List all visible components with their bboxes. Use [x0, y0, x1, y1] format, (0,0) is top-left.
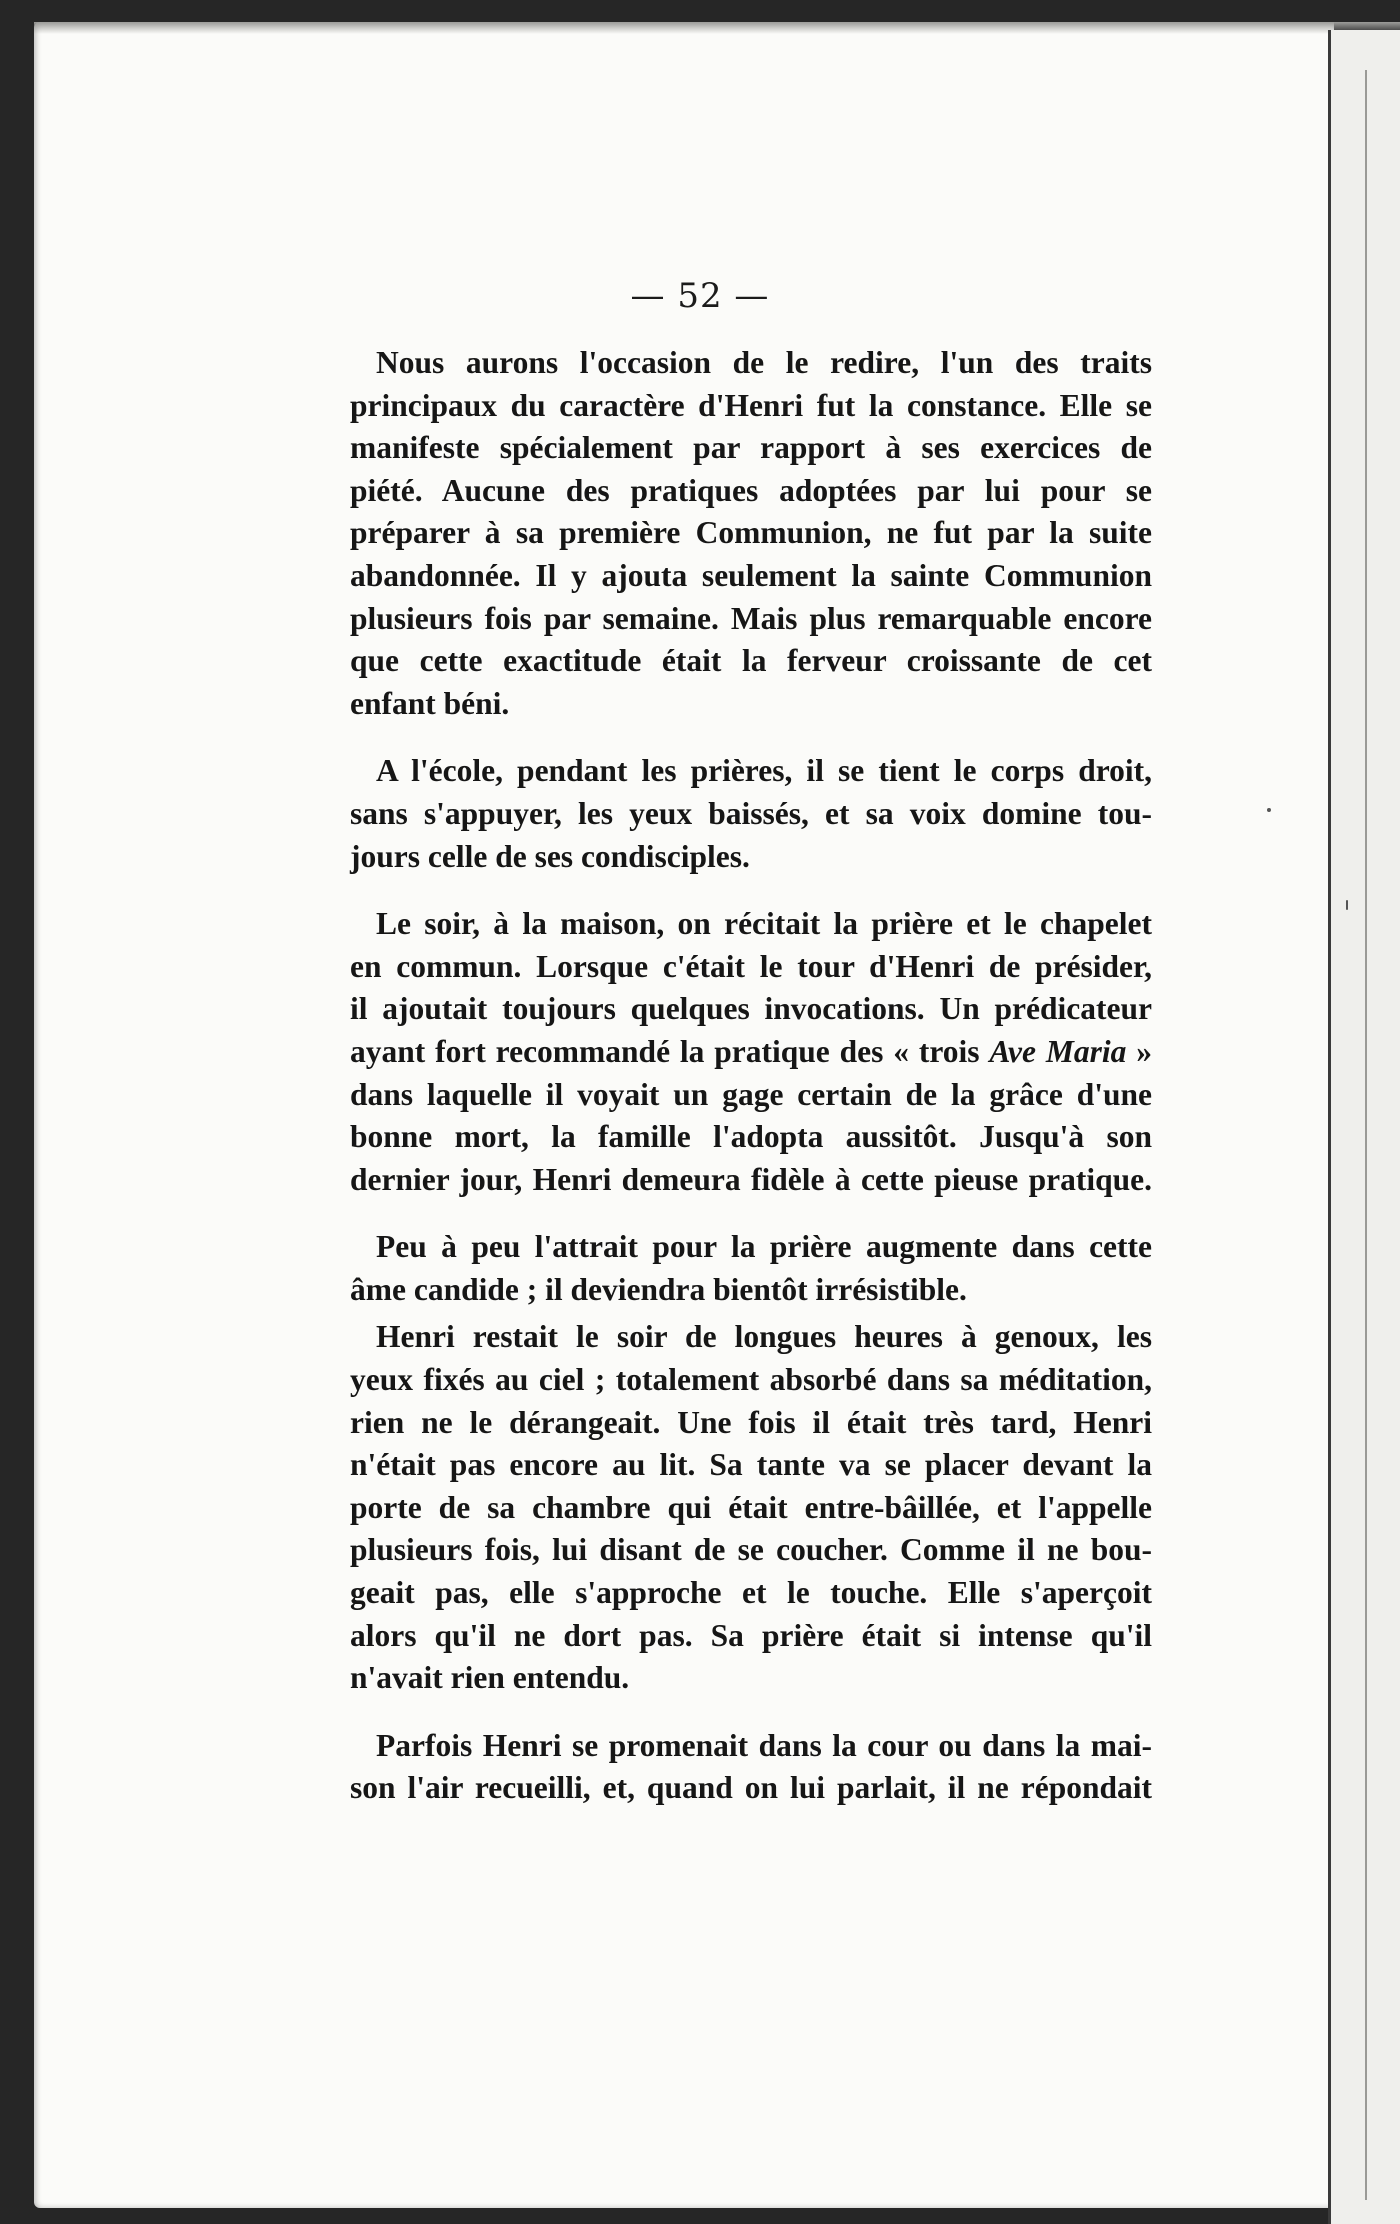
text-line: yeux fixés au ciel ; totalement absorbé dans sa méditation, [350, 1362, 1152, 1398]
text-line: dans laquelle il voyait un gage certain de la grâce d'une [350, 1076, 1152, 1112]
top-edge-shadow [34, 22, 1400, 34]
body-text [322, 342, 1152, 1810]
text-line: abandonnée. Il y ajouta seulement la sainte Communion [350, 557, 1152, 593]
paragraph-5 [322, 1316, 1152, 1699]
paragraph-2 [322, 750, 1152, 878]
text-line: geait pas, elle s'approche et le touche. Elle s'aperçoit [350, 1575, 1152, 1611]
text-fragment: » [1126, 1033, 1152, 1069]
text-line: A l'école, pendant les prières, il se tient le corps droit, [376, 753, 1152, 789]
paper-speck [1346, 900, 1348, 910]
text-line: Peu à peu l'attrait pour la prière augmente dans cette [376, 1229, 1152, 1265]
text-line: alors qu'il ne dort pas. Sa prière était si intense qu'il [350, 1617, 1152, 1653]
text-line: en commun. Lorsque c'était le tour d'Henri de présider, [350, 948, 1152, 984]
adjacent-page-edge [1328, 30, 1400, 2224]
page-number: — 52 — [630, 276, 770, 316]
text-line: piété. Aucune des pratiques adoptées par lui pour se [350, 472, 1152, 508]
text-line: il ajoutait toujours quelques invocations. Un prédicateur [350, 991, 1152, 1027]
text-line: jours celle de ses condisciples. [350, 838, 750, 874]
text-line: Henri restait le soir de longues heures à genoux, les [376, 1319, 1152, 1355]
paper-speck [1267, 808, 1271, 812]
text-line: Nous aurons l'occasion de le redire, l'un des traits [376, 345, 1152, 380]
italic-phrase: Ave Maria [989, 1033, 1127, 1069]
text-line: manifeste spécialement par rapport à ses exercices de [350, 430, 1152, 466]
paragraph-3 [322, 903, 1152, 1201]
text-line: que cette exactitude était la ferveur croissante de cet [350, 643, 1152, 679]
text-line: âme candide ; il deviendra bientôt irrésistible. [350, 1271, 967, 1307]
text-line: préparer à sa première Communion, ne fut par la suite [350, 515, 1152, 551]
paragraph-6 [322, 1725, 1152, 1810]
text-line: n'avait rien entendu. [350, 1660, 630, 1696]
text-line: rien ne le dérangeait. Une fois il était très tard, Henri [350, 1404, 1152, 1440]
text-line: porte de sa chambre qui était entre-bâillée, et l'appelle [350, 1489, 1152, 1525]
text-fragment: ayant fort recommandé la pratique des « trois [350, 1033, 990, 1069]
text-line: Parfois Henri se promenait dans la cour ou dans la mai- [376, 1727, 1152, 1763]
text-line: bonne mort, la famille l'adopta aussitôt. Jusqu'à son [350, 1119, 1152, 1155]
text-line: plusieurs fois, lui disant de se coucher. Comme il ne bou- [350, 1532, 1152, 1568]
text-line: plusieurs fois par semaine. Mais plus remarquable encore [350, 600, 1152, 636]
paragraph-4 [322, 1226, 1152, 1311]
text-line-with-italic [322, 1031, 1152, 1074]
text-line: enfant béni. [350, 685, 510, 721]
paragraph-1 [322, 342, 1152, 725]
text-line: principaux du caractère d'Henri fut la constance. Elle se [350, 387, 1152, 423]
page-fold-line [1365, 70, 1367, 2200]
text-line: son l'air recueilli, et, quand on lui parlait, il ne répondait [350, 1770, 1152, 1806]
text-line: Le soir, à la maison, on récitait la prière et le chapelet [376, 906, 1152, 942]
text-line: sans s'appuyer, les yeux baissés, et sa voix domine tou- [350, 795, 1152, 831]
text-line: n'était pas encore au lit. Sa tante va se placer devant la [350, 1447, 1152, 1483]
text-line: dernier jour, Henri demeura fidèle à cette pieuse pratique. [350, 1161, 1152, 1197]
